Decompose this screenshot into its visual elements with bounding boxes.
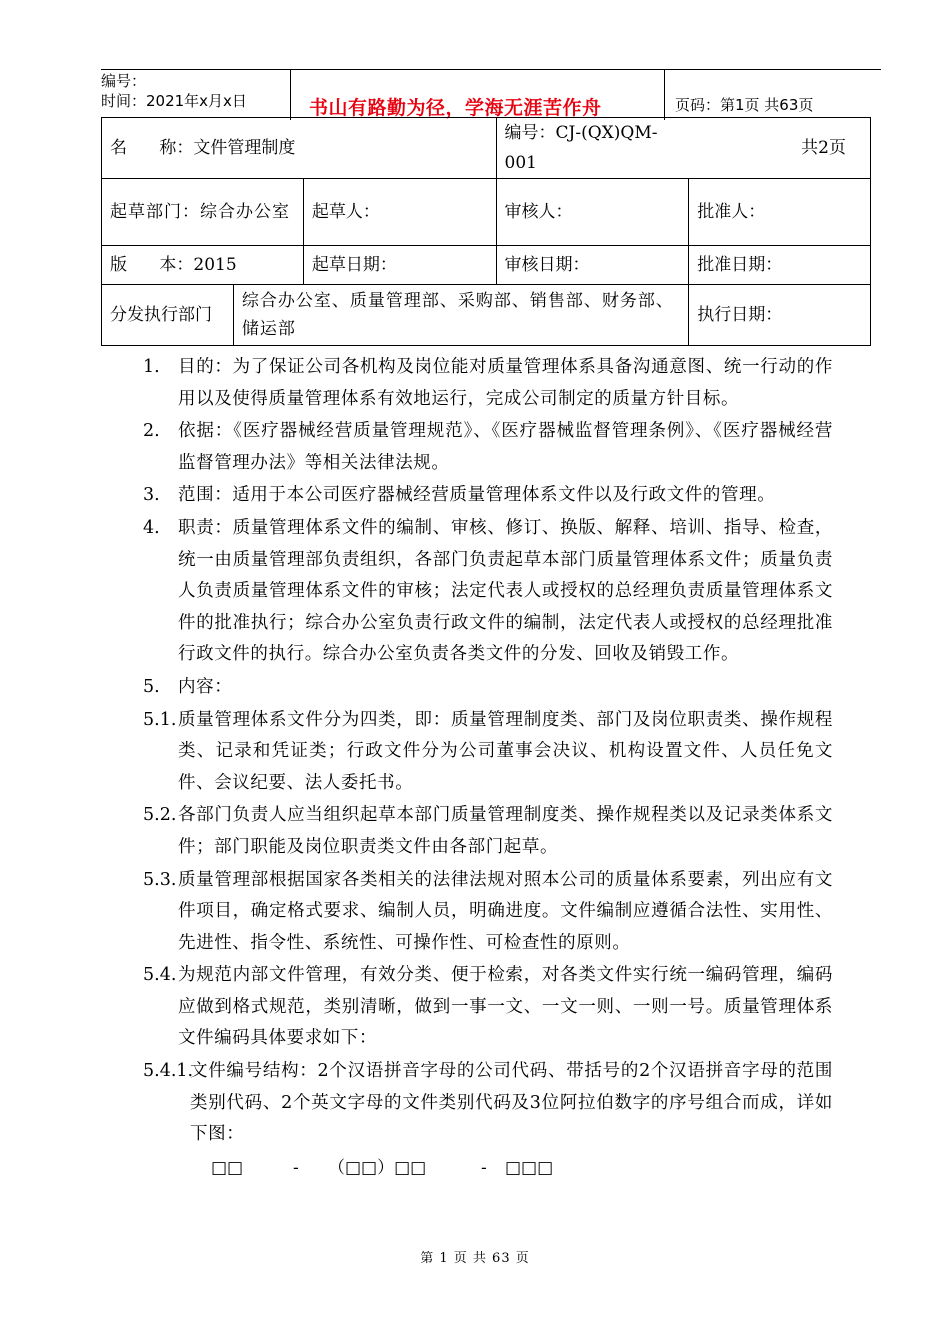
approver-cell: 批准人： [689,179,871,246]
exec-date-cell: 执行日期： [689,285,871,346]
item-text: 依据：《医疗器械经营质量管理规范》、《医疗器械监督管理条例》、《医疗器械经营监督管理办法》等相关法律法规。 [178,421,833,473]
version-cell: 版 本：2015 [102,246,304,285]
item-number: 5.1. [143,709,177,730]
item-text: 质量管理部根据国家各类相关的法律法规对照本公司的质量体系要素，列出应有文件项目，确定格式要求、编制人员，明确进度。文件编制应遵循合法性、实用性、先进性、指令性、系统性、可操作性、可检查性的原则。 [178,869,833,953]
review-date-cell: 审核日期： [496,246,689,285]
dash-separator: - [293,1157,299,1178]
draft-date-cell: 起草日期： [303,246,496,285]
item-text: 为规范内部文件管理，有效分类、便于检索，对各类文件实行统一编码管理，编码应做到格式规范，类别清晰，做到一事一文、一文一则、一则一号。质量管理体系文件编码具体要求如下： [178,965,833,1049]
list-item [143,800,833,863]
list-item [143,705,833,800]
category-code-boxes: （□□）□□ [328,1157,427,1178]
item-text: 范围：适用于本公司医疗器械经营质量管理体系文件以及行政文件的管理。 [178,485,776,506]
number-label: 编号： [101,72,147,90]
list-item [143,960,833,1055]
document-info-table [101,117,871,346]
header-middle-cell [291,70,665,120]
code-structure-diagram [143,1153,833,1187]
list-item [143,480,833,512]
item-text: 文件编号结构：2个汉语拼音字母的公司代码、带括号的2个汉语拼音字母的范围类别代码、2个英文字母的文件类别代码及3位阿拉伯数字的序号组合而成，详如下图： [190,1061,833,1145]
item-text: 职责：质量管理体系文件的编制、审核、修订、换版、解释、培训、指导、检查，统一由质量管理部负责组织，各部门负责起草本部门质量管理体系文件；质量负责人负责质量管理体系文件的审核；法定代表人或授权的总经理负责质量管理体系文件的批准执行；综合办公室负责行政文件的编制，法定代表人或授权的总经理批准行政文件的执行。综合办公室负责各类文件的分发、回收及销毁工作。 [178,517,833,665]
drafter-cell: 起草人： [303,179,496,246]
header-left-cell [101,70,291,120]
document-body [143,352,833,1187]
footer-page-number: 第 1 页 共 63 页 [420,1251,530,1266]
header-strip [101,69,881,120]
table-row [102,118,871,179]
item-text: 内容： [178,676,233,697]
time-label: 时间：2021年x月x日 [101,92,247,110]
list-item [143,865,833,960]
item-text: 目的：为了保证公司各机构及岗位能对质量管理体系具备沟通意图、统一行动的作用以及使得质量管理体系有效地运行，完成公司制定的质量方针目标。 [178,357,833,409]
item-text: 各部门负责人应当组织起草本部门质量管理制度类、操作规程类以及记录类体系文件；部门职能及岗位职责类文件由各部门起草。 [178,805,833,857]
serial-number-boxes: □□□ [505,1157,554,1178]
slogan: 书山有路勤为径，学海无涯苦作舟 [309,97,602,119]
list-item [143,672,833,704]
header-right-cell [665,70,881,120]
company-code-boxes: □□ [211,1157,244,1178]
dist-label-cell: 分发执行部门 [102,285,234,346]
list-item [143,513,833,671]
dist-depts-cell: 综合办公室、质量管理部、采购部、销售部、财务部、储运部 [233,285,688,346]
list-item [143,352,833,415]
list-item [143,416,833,479]
item-number: 5. [143,676,160,697]
reviewer-cell: 审核人： [496,179,689,246]
item-number: 5.2. [143,805,177,826]
table-row [102,285,871,346]
page-code: 页码：第1页 共63页 [675,96,814,114]
table-row [102,246,871,285]
page-footer [0,1247,950,1266]
item-number: 2. [143,421,160,442]
item-number: 5.4.1. [143,1061,194,1082]
approve-date-cell: 批准日期： [689,246,871,285]
item-number: 1. [143,357,160,377]
table-row [102,179,871,246]
doc-code-cell: 编号：CJ-(QX)QM-001 [496,118,689,179]
item-number: 5.3. [143,869,177,890]
draft-dept-cell: 起草部门：综合办公室 [102,179,304,246]
item-number: 5.4. [143,965,177,986]
dash-separator: - [481,1157,487,1178]
doc-name-cell: 名 称：文件管理制度 [102,118,497,179]
total-pages-cell: 共2页 [689,118,871,179]
list-item [143,1056,833,1151]
item-text: 质量管理体系文件分为四类，即：质量管理制度类、部门及岗位职责类、操作规程类、记录和凭证类；行政文件分为公司董事会决议、机构设置文件、人员任免文件、会议纪要、法人委托书。 [178,709,833,793]
item-number: 4. [143,517,160,538]
item-number: 3. [143,485,160,506]
